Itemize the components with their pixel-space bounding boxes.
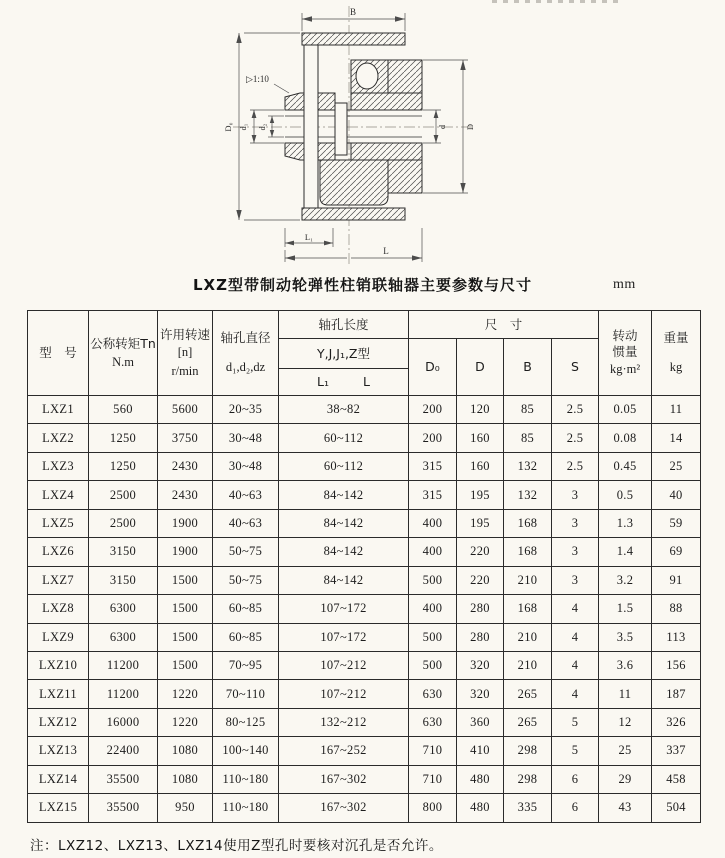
table-cell: 200 — [409, 424, 457, 452]
table-cell: 60~112 — [279, 424, 409, 452]
dim-label-d1: d₁ — [239, 123, 248, 131]
table-cell: 210 — [504, 651, 552, 679]
l1-label: L₁ — [317, 374, 329, 390]
table-cell: 6 — [552, 794, 599, 822]
dim-label-B: B — [349, 7, 357, 17]
bore-label-line1: 轴孔直径 — [220, 330, 271, 346]
table-cell: 458 — [652, 765, 701, 793]
table-cell: 160 — [457, 452, 504, 480]
table-row — [28, 595, 701, 623]
table-row — [28, 509, 701, 537]
table-cell: 1900 — [158, 538, 213, 566]
l-label: L — [363, 374, 370, 390]
table-cell: 5600 — [158, 396, 213, 424]
table-row — [28, 623, 701, 651]
bore-label-line2: d₁,d₂,dz — [225, 360, 266, 374]
table-cell: 2.5 — [552, 452, 599, 480]
table-cell: 11200 — [89, 651, 158, 679]
table-cell: 3.5 — [599, 623, 652, 651]
table-cell: 69 — [652, 538, 701, 566]
table-cell: 6300 — [89, 595, 158, 623]
col-header-weight — [652, 311, 701, 396]
col-header-d: D — [457, 339, 504, 396]
table-cell: 29 — [599, 765, 652, 793]
table-cell: 30~48 — [213, 424, 279, 452]
table-cell: 85 — [504, 424, 552, 452]
table-cell: 315 — [409, 452, 457, 480]
table-cell: 800 — [409, 794, 457, 822]
table-cell: 4 — [552, 623, 599, 651]
table-row — [28, 452, 701, 480]
table-cell: 1220 — [158, 680, 213, 708]
right-hub-lower-section — [351, 143, 422, 160]
table-cell: 0.45 — [599, 452, 652, 480]
model-cell: LXZ13 — [28, 737, 89, 765]
table-cell: 2500 — [89, 509, 158, 537]
table-cell: 280 — [457, 623, 504, 651]
table-cell: 11 — [599, 680, 652, 708]
table-cell: 220 — [457, 538, 504, 566]
table-cell: 280 — [457, 595, 504, 623]
table-cell: 195 — [457, 481, 504, 509]
table-cell: 156 — [652, 651, 701, 679]
table-cell: 500 — [409, 566, 457, 594]
dim-label-d2: d₂ — [258, 123, 267, 131]
model-cell: LXZ3 — [28, 452, 89, 480]
table-cell: 107~212 — [279, 680, 409, 708]
cropped-print-marks — [492, 0, 620, 3]
right-flange-lower-section — [388, 160, 422, 193]
table-cell: 70~95 — [213, 651, 279, 679]
table-row — [28, 765, 701, 793]
table-cell: 1080 — [158, 765, 213, 793]
table-cell: 168 — [504, 538, 552, 566]
table-cell: 91 — [652, 566, 701, 594]
table-cell: 220 — [457, 566, 504, 594]
table-row — [28, 481, 701, 509]
table-cell: 0.08 — [599, 424, 652, 452]
dimension-lines — [239, 13, 468, 262]
table-cell: 265 — [504, 708, 552, 736]
table-cell: 3 — [552, 566, 599, 594]
model-cell: LXZ11 — [28, 680, 89, 708]
table-cell: 107~172 — [279, 595, 409, 623]
table-cell: 168 — [504, 595, 552, 623]
col-header-inertia — [599, 311, 652, 396]
table-cell: 20~35 — [213, 396, 279, 424]
table-cell: 60~85 — [213, 623, 279, 651]
table-cell: 1900 — [158, 509, 213, 537]
table-cell: 504 — [652, 794, 701, 822]
table-cell: 3150 — [89, 566, 158, 594]
footnote: 注：LXZ12、LXZ13、LXZ14使用Z型孔时要核对沉孔是否允许。 — [30, 838, 443, 854]
table-cell: 210 — [504, 623, 552, 651]
table-cell: 1250 — [89, 452, 158, 480]
table-row — [28, 737, 701, 765]
table-cell: 59 — [652, 509, 701, 537]
table-cell: 16000 — [89, 708, 158, 736]
table-cell: 400 — [409, 509, 457, 537]
table-body — [28, 396, 701, 823]
brake-drum-bottom-rim — [302, 208, 405, 220]
table-cell: 11 — [652, 396, 701, 424]
page-title: LXZ型带制动轮弹性柱销联轴器主要参数与尺寸 — [192, 276, 532, 294]
table-cell: 60~85 — [213, 595, 279, 623]
table-cell: 337 — [652, 737, 701, 765]
table-cell: 35500 — [89, 765, 158, 793]
table-cell: 25 — [599, 737, 652, 765]
col-group-length: 轴孔长度 — [279, 311, 409, 339]
table-row — [28, 651, 701, 679]
col-header-speed — [158, 311, 213, 396]
brake-drum-top-rim — [302, 33, 405, 45]
speed-label-line2: [n] — [177, 345, 193, 360]
table-cell: 110~180 — [213, 765, 279, 793]
dim-label-D: D — [465, 123, 475, 131]
table-cell: 84~142 — [279, 566, 409, 594]
model-cell: LXZ6 — [28, 538, 89, 566]
table-cell: 60~112 — [279, 452, 409, 480]
table-cell: 2500 — [89, 481, 158, 509]
speed-label-line3: r/min — [171, 363, 199, 378]
table-cell: 2430 — [158, 452, 213, 480]
model-cell: LXZ14 — [28, 765, 89, 793]
table-cell: 335 — [504, 794, 552, 822]
model-cell: LXZ15 — [28, 794, 89, 822]
table-cell: 12 — [599, 708, 652, 736]
table-cell: 187 — [652, 680, 701, 708]
inertia-label-line2: 惯量 — [612, 343, 638, 359]
coupling-section-drawing — [200, 0, 500, 270]
table-row — [28, 396, 701, 424]
torque-label-line1: 公称转矩Tn — [90, 335, 156, 351]
table-cell: 107~212 — [279, 651, 409, 679]
table-cell: 113 — [652, 623, 701, 651]
table-cell: 30~48 — [213, 452, 279, 480]
col-header-model: 型 号 — [28, 311, 89, 396]
table-cell: 167~302 — [279, 794, 409, 822]
dim-label-D0: D₀ — [223, 122, 233, 132]
table-cell: 4 — [552, 680, 599, 708]
table-cell: 210 — [504, 566, 552, 594]
table-cell: 1.3 — [599, 509, 652, 537]
table-cell: 500 — [409, 623, 457, 651]
table-cell: 1500 — [158, 566, 213, 594]
model-cell: LXZ2 — [28, 424, 89, 452]
table-cell: 50~75 — [213, 538, 279, 566]
table-row — [28, 794, 701, 822]
table-cell: 5 — [552, 737, 599, 765]
table-cell: 43 — [599, 794, 652, 822]
table-cell: 38~82 — [279, 396, 409, 424]
table-cell: 3750 — [158, 424, 213, 452]
table-cell: 132 — [504, 481, 552, 509]
table-cell: 360 — [457, 708, 504, 736]
table-cell: 710 — [409, 737, 457, 765]
table-cell: 3.2 — [599, 566, 652, 594]
table-cell: 1220 — [158, 708, 213, 736]
table-cell: 110~180 — [213, 794, 279, 822]
col-header-d0: D₀ — [409, 339, 457, 396]
table-cell: 480 — [457, 765, 504, 793]
table-cell: 84~142 — [279, 481, 409, 509]
model-cell: LXZ4 — [28, 481, 89, 509]
model-cell: LXZ1 — [28, 396, 89, 424]
dim-label-L1: L₁ — [304, 232, 314, 242]
table-cell: 320 — [457, 651, 504, 679]
table-cell: 326 — [652, 708, 701, 736]
table-cell: 0.05 — [599, 396, 652, 424]
table-cell: 25 — [652, 452, 701, 480]
table-cell: 40 — [652, 481, 701, 509]
model-cell: LXZ8 — [28, 595, 89, 623]
table-cell: 3 — [552, 509, 599, 537]
brake-drum-web — [304, 45, 318, 208]
taper-label: ▷1:10 — [246, 74, 269, 84]
dim-label-L: L — [383, 246, 389, 256]
table-cell: 298 — [504, 765, 552, 793]
unit-label: mm — [613, 277, 636, 292]
table-cell: 950 — [158, 794, 213, 822]
table-cell: 5 — [552, 708, 599, 736]
table-cell: 0.5 — [599, 481, 652, 509]
torque-label-line2: N.m — [112, 354, 134, 369]
table-cell: 14 — [652, 424, 701, 452]
table-cell: 88 — [652, 595, 701, 623]
col-header-s: S — [552, 339, 599, 396]
table-cell: 4 — [552, 651, 599, 679]
table-cell: 70~110 — [213, 680, 279, 708]
table-cell: 85 — [504, 396, 552, 424]
table-cell: 315 — [409, 481, 457, 509]
table-cell: 84~142 — [279, 509, 409, 537]
right-hub-upper-section — [351, 93, 422, 110]
table-cell: 132~212 — [279, 708, 409, 736]
table-cell: 2430 — [158, 481, 213, 509]
table-row — [28, 708, 701, 736]
table-cell: 560 — [89, 396, 158, 424]
table-cell: 3150 — [89, 538, 158, 566]
model-cell: LXZ12 — [28, 708, 89, 736]
table-cell: 6300 — [89, 623, 158, 651]
table-row — [28, 566, 701, 594]
table-cell: 1250 — [89, 424, 158, 452]
table-cell: 11200 — [89, 680, 158, 708]
table-row — [28, 680, 701, 708]
col-header-bore — [213, 311, 279, 396]
table-cell: 168 — [504, 509, 552, 537]
dimension-arrows — [236, 16, 465, 260]
table-cell: 35500 — [89, 794, 158, 822]
table-cell: 410 — [457, 737, 504, 765]
table-cell: 710 — [409, 765, 457, 793]
table-cell: 400 — [409, 538, 457, 566]
table-cell: 50~75 — [213, 566, 279, 594]
key-block — [335, 103, 347, 155]
dim-label-d: d — [438, 125, 447, 129]
table-cell: 84~142 — [279, 538, 409, 566]
table-cell: 40~63 — [213, 509, 279, 537]
table-cell: 6 — [552, 765, 599, 793]
weight-label-line1: 重量 — [663, 330, 689, 346]
table-header — [28, 311, 701, 396]
table-cell: 320 — [457, 680, 504, 708]
table-cell: 1500 — [158, 595, 213, 623]
table-cell: 167~302 — [279, 765, 409, 793]
table-cell: 2.5 — [552, 424, 599, 452]
table-cell: 3 — [552, 538, 599, 566]
table-cell: 132 — [504, 452, 552, 480]
table-cell: 4 — [552, 595, 599, 623]
col-group-size: 尺 寸 — [409, 311, 599, 339]
model-cell: LXZ10 — [28, 651, 89, 679]
inertia-label-line3: kg·m² — [609, 362, 641, 377]
model-cell: LXZ7 — [28, 566, 89, 594]
table-cell: 22400 — [89, 737, 158, 765]
table-row — [28, 424, 701, 452]
table-cell: 500 — [409, 651, 457, 679]
right-flange-upper-section — [388, 60, 422, 93]
table-cell: 2.5 — [552, 396, 599, 424]
elastic-pin — [356, 63, 378, 89]
table-row — [28, 538, 701, 566]
table-cell: 167~252 — [279, 737, 409, 765]
table-cell: 107~172 — [279, 623, 409, 651]
parameters-table — [27, 310, 701, 823]
table-cell: 1500 — [158, 651, 213, 679]
col-header-l1-l — [279, 369, 409, 396]
inertia-label-line1: 转动 — [612, 328, 638, 344]
weight-label-line2: kg — [669, 360, 683, 374]
table-cell: 630 — [409, 680, 457, 708]
table-cell: 80~125 — [213, 708, 279, 736]
table-cell: 1.4 — [599, 538, 652, 566]
table-cell: 400 — [409, 595, 457, 623]
table-cell: 195 — [457, 509, 504, 537]
table-cell: 200 — [409, 396, 457, 424]
table-cell: 3.6 — [599, 651, 652, 679]
table-cell: 120 — [457, 396, 504, 424]
table-cell: 1500 — [158, 623, 213, 651]
table-cell: 480 — [457, 794, 504, 822]
table-cell: 40~63 — [213, 481, 279, 509]
table-cell: 1.5 — [599, 595, 652, 623]
table-cell: 160 — [457, 424, 504, 452]
table-cell: 298 — [504, 737, 552, 765]
col-header-torque — [89, 311, 158, 396]
table-cell: 630 — [409, 708, 457, 736]
model-cell: LXZ9 — [28, 623, 89, 651]
lower-sleeve-section — [320, 160, 388, 205]
table-cell: 3 — [552, 481, 599, 509]
table-cell: 100~140 — [213, 737, 279, 765]
table-cell: 1080 — [158, 737, 213, 765]
col-header-b: B — [504, 339, 552, 396]
model-cell: LXZ5 — [28, 509, 89, 537]
col-header-length-types: Y,J,J₁,Z型 — [279, 339, 409, 369]
speed-label-line1: 许用转速 — [159, 326, 210, 342]
table-cell: 265 — [504, 680, 552, 708]
